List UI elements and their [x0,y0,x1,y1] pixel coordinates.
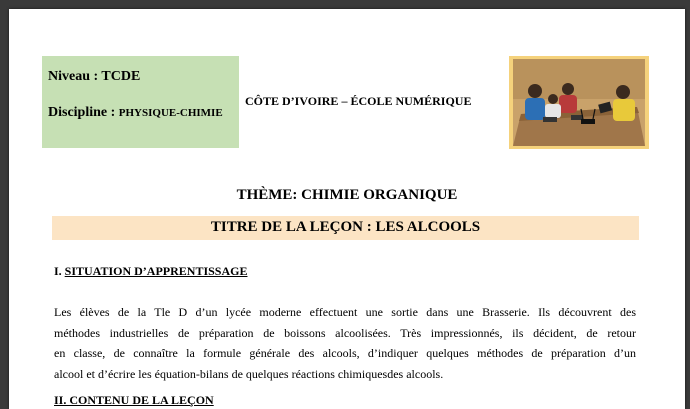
discipline-line [48,105,223,121]
section-number: I. [54,264,65,278]
situation-paragraph [54,302,636,384]
school-title: CÔTE D’IVOIRE – ÉCOLE NUMÉRIQUE [245,94,472,108]
level-label: Niveau : [48,69,102,84]
paragraph-line: Les élèves de la Tle D d’un lycée moderne effectuent une sortie dans une Brasserie. Ils découvrent des [54,305,636,319]
lesson-title: TITRE DE LA LEÇON : LES ALCOOLS [210,219,481,235]
paragraph-line: méthodes industrielles de préparation de boissons alcoolisées. Très impressionnés, ils décident, de retour [54,325,636,340]
discipline-label: Discipline : [48,105,119,120]
students-with-tablets-illustration [513,59,645,146]
section-heading-situation [54,264,247,279]
document-page [9,9,685,409]
discipline-value: PHYSIQUE-CHIMIE [118,107,223,119]
paragraph-line: alcool et d’écrire les équation-bilans de quelques réactions chimiquesdes alcools. [54,366,444,381]
level-line [48,69,140,85]
level-discipline-box [42,56,239,148]
paragraph-line: en classe, de connaître la formule générale des alcools, d’indiquer quelques méthodes de préparation d’un [54,346,636,360]
theme-heading: THÈME: CHIMIE ORGANIQUE [236,187,458,203]
classroom-photo [509,56,649,149]
section-title: SITUATION D’APPRENTISSAGE [64,264,248,278]
level-value: TCDE [101,69,141,84]
section-heading-content: II. CONTENU DE LA LEÇON [54,393,214,407]
lesson-title-bar [52,216,639,240]
